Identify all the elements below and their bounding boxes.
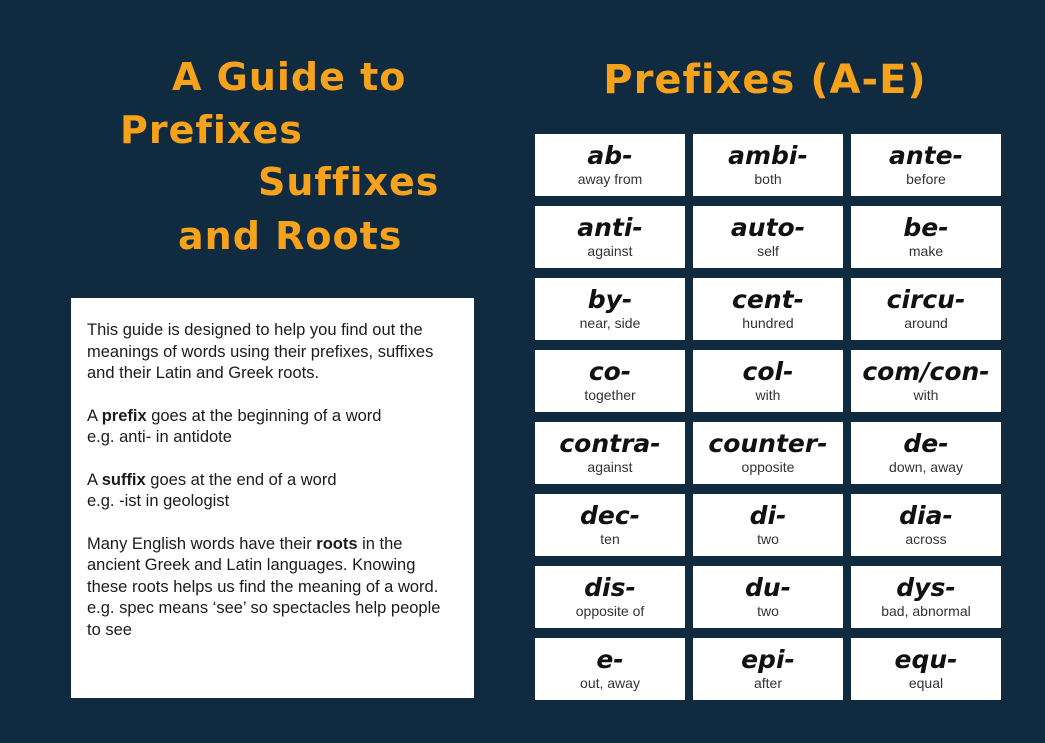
- prefix-meaning: down, away: [889, 458, 963, 475]
- prefix-term: dis-: [584, 573, 636, 603]
- prefix-card-grid: [535, 134, 1001, 700]
- suffix-paragraph: [87, 470, 458, 513]
- prefix-card: [693, 422, 843, 484]
- prefix-card: [535, 566, 685, 628]
- prefix-card: [851, 350, 1001, 412]
- prefix-meaning: opposite: [741, 458, 795, 475]
- prefix-card: [535, 350, 685, 412]
- suffix-text-before: A: [87, 470, 102, 489]
- prefix-card: [851, 566, 1001, 628]
- prefix-meaning: away from: [577, 170, 643, 187]
- prefix-meaning: with: [913, 386, 939, 403]
- prefix-paragraph: [87, 406, 458, 449]
- prefix-term: epi-: [741, 645, 795, 675]
- prefix-meaning: self: [757, 242, 779, 259]
- prefix-meaning: against: [587, 458, 633, 475]
- roots-text-after: in the ancient Greek and Latin languages. Knowing these roots helps us find the meaning of a word.: [87, 534, 439, 596]
- prefix-term: be-: [903, 213, 949, 243]
- suffix-term: suffix: [101, 470, 146, 489]
- info-box: [71, 298, 474, 698]
- prefix-meaning: ten: [600, 530, 620, 547]
- prefix-term: by-: [587, 285, 633, 315]
- prefix-term: anti-: [577, 213, 643, 243]
- prefix-term: dia-: [899, 501, 953, 531]
- prefix-term: co-: [588, 357, 632, 387]
- prefix-meaning: before: [906, 170, 946, 187]
- prefix-card: [693, 494, 843, 556]
- prefix-term: circu-: [886, 285, 966, 315]
- prefix-card: [693, 278, 843, 340]
- prefix-meaning: out, away: [580, 674, 640, 691]
- prefix-meaning: hundred: [742, 314, 794, 331]
- prefix-meaning: bad, abnormal: [881, 602, 971, 619]
- suffix-example: e.g. -ist in geologist: [87, 492, 230, 510]
- prefix-term: e-: [596, 645, 624, 675]
- roots-text-before: Many English words have their: [87, 534, 317, 553]
- prefix-meaning: two: [757, 602, 779, 619]
- prefix-meaning: two: [757, 530, 779, 547]
- prefix-card: [693, 638, 843, 700]
- prefix-meaning: across: [905, 530, 947, 547]
- guide-title-line-4: and Roots: [178, 214, 403, 258]
- prefix-meaning: opposite of: [575, 602, 645, 619]
- roots-term: roots: [316, 534, 358, 553]
- prefix-term: counter-: [708, 429, 828, 459]
- prefix-card: [693, 566, 843, 628]
- prefix-card: [851, 422, 1001, 484]
- prefix-text-after: goes at the beginning of a word: [146, 406, 382, 425]
- guide-title-line-3: Suffixes: [258, 160, 440, 204]
- prefix-card: [693, 134, 843, 196]
- prefix-term: ante-: [889, 141, 963, 171]
- prefix-term: cent-: [732, 285, 804, 315]
- intro-paragraph: This guide is designed to help you find out the meanings of words using their prefixes, suffixes and their Latin and Greek roots.: [87, 321, 434, 382]
- prefix-term: com/con-: [862, 357, 990, 387]
- prefix-term: di-: [749, 501, 787, 531]
- roots-example: e.g. spec means ‘see’ so spectacles help people to see: [87, 599, 441, 639]
- prefix-card: [851, 638, 1001, 700]
- prefix-card: [535, 206, 685, 268]
- prefix-card: [535, 494, 685, 556]
- prefix-term: ab-: [587, 141, 633, 171]
- prefix-meaning: together: [584, 386, 636, 403]
- prefix-card: [535, 638, 685, 700]
- prefix-meaning: with: [755, 386, 781, 403]
- prefix-meaning: against: [587, 242, 633, 259]
- prefix-text-before: A: [87, 406, 102, 425]
- prefix-card: [693, 206, 843, 268]
- prefix-term: ambi-: [728, 141, 808, 171]
- prefix-term: dys-: [896, 573, 956, 603]
- prefix-card: [851, 134, 1001, 196]
- prefix-card: [535, 278, 685, 340]
- suffix-text-after: goes at the end of a word: [145, 470, 337, 489]
- prefix-meaning: around: [904, 314, 948, 331]
- prefix-meaning: make: [908, 242, 944, 259]
- prefix-term: col-: [742, 357, 794, 387]
- prefix-card: [535, 422, 685, 484]
- prefix-term: dec-: [579, 501, 641, 531]
- prefix-example: e.g. anti- in antidote: [87, 428, 232, 446]
- prefix-meaning: after: [753, 674, 782, 691]
- roots-paragraph: [87, 534, 458, 642]
- prefix-card: [851, 278, 1001, 340]
- prefix-card: [851, 206, 1001, 268]
- prefix-card: [693, 350, 843, 412]
- prefixes-heading: Prefixes (A-E): [603, 57, 927, 103]
- guide-title-line-2: Prefixes: [120, 108, 303, 152]
- prefix-meaning: near, side: [579, 314, 641, 331]
- prefix-term: auto-: [730, 213, 806, 243]
- prefix-term: de-: [903, 429, 949, 459]
- prefix-term: contra-: [559, 429, 661, 459]
- prefix-term: du-: [744, 573, 792, 603]
- prefix-term: prefix: [101, 406, 147, 425]
- prefix-card: [851, 494, 1001, 556]
- guide-title-line-1: A Guide to: [172, 55, 407, 99]
- prefix-meaning: both: [754, 170, 782, 187]
- prefix-card: [535, 134, 685, 196]
- prefix-term: equ-: [894, 645, 958, 675]
- prefix-meaning: equal: [908, 674, 944, 691]
